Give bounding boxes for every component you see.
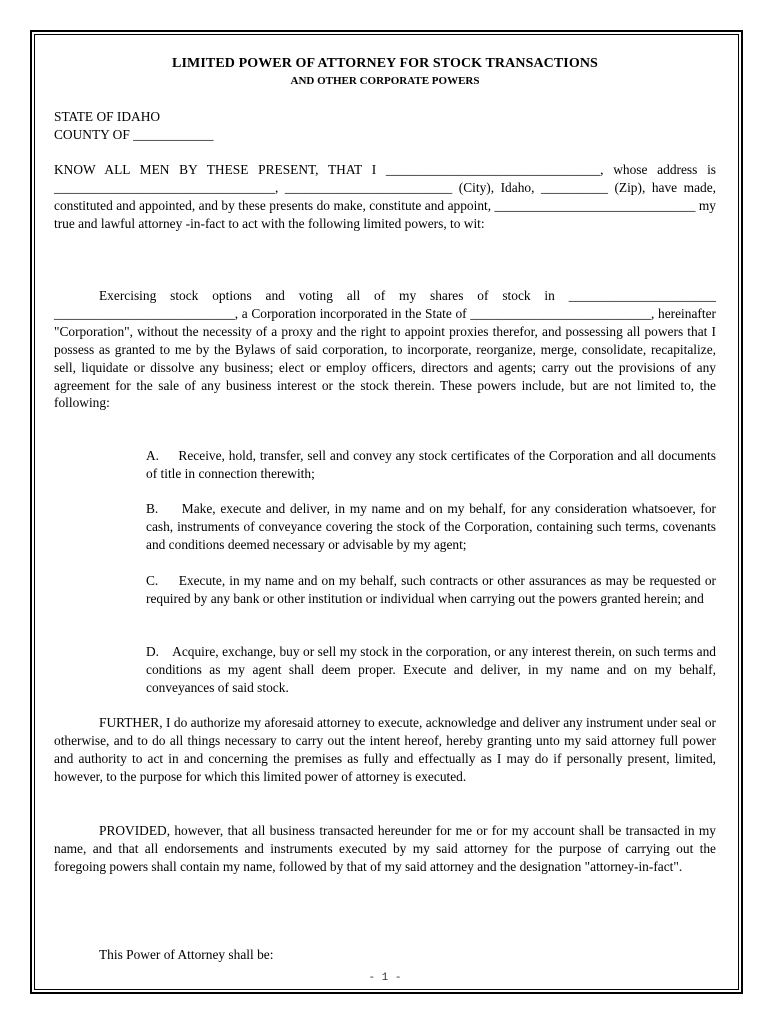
- page-number: - 1 -: [368, 972, 402, 984]
- powers-paragraph: Exercising stock options and voting all of my shares of stock in ______________________ ___________________________, a Corporation incorporated in the State of ___________________________, hereinafter "Corporation", without the necessity of a proxy and the right to appoint proxies therefor, and possessing all powers that I possess as granted to me by the Bylaws of said corporation, to incorporate, reorganize, merge, consolidate, recapitalize, sell, liquidate or dissolve any business; elect or employ officers, directors and agents; carry out the provisions of any agreement for the sale of any business interest or the stock therein. These powers include, but are not limited to, the following:: [54, 288, 716, 411]
- state-line: STATE OF IDAHO: [54, 109, 161, 124]
- power-item-b: B. Make, execute and deliver, in my name and on my behalf, for any consideration whatsoever, for cash, instruments of conveyance covering the stock of the Corporation, containing such terms, covenants and conditions deemed necessary or advisable by my agent;: [146, 501, 716, 552]
- power-item-c: C. Execute, in my name and on my behalf, such contracts or other assurances as may be requested or required by any bank or other institution or individual when carrying out the powers granted herein; and: [146, 573, 716, 606]
- document-title: LIMITED POWER OF ATTORNEY FOR STOCK TRANSACTIONS: [172, 56, 598, 71]
- further-paragraph: FURTHER, I do authorize my aforesaid attorney to execute, acknowledge and deliver any instrument under seal or otherwise, and to do all things necessary to carry out the intent hereof, hereby granting unto my said attorney full power and authority to act in and concerning the premises as fully and effectually as I may do if personally present, limited, however, to the purpose for which this limited power of attorney is executed.: [54, 715, 716, 784]
- power-item-a: A. Receive, hold, transfer, sell and convey any stock certificates of the Corporation and all documents of title in connection therewith;: [146, 448, 716, 481]
- power-item-d: D. Acquire, exchange, buy or sell my stock in the corporation, or any interest therein, on such terms and conditions as my agent shall deem proper. Execute and deliver, in my name and on my behalf, conveyances of said stock.: [146, 644, 716, 695]
- county-line: COUNTY OF ____________: [54, 127, 214, 142]
- provided-paragraph: PROVIDED, however, that all business transacted hereunder for me or for my account shall be transacted in my name, and that all endorsements and instruments executed by my said attorney for the purpose of carrying out the foregoing powers shall contain my name, followed by that of my said attorney and the designation "attorney-in-fact".: [54, 823, 716, 874]
- closing-line: This Power of Attorney shall be:: [99, 947, 274, 962]
- intro-paragraph: KNOW ALL MEN BY THESE PRESENT, THAT I ________________________________, whose address is _________________________________, _________________________ (City), Idaho, __________ (Zip), have made, constituted and appointed, and by these presents do make, constitute and appoint, ______________________________ my true and lawful attorney -in-fact to act with the following limited powers, to wit:: [54, 162, 716, 231]
- document-subtitle: AND OTHER CORPORATE POWERS: [290, 75, 480, 87]
